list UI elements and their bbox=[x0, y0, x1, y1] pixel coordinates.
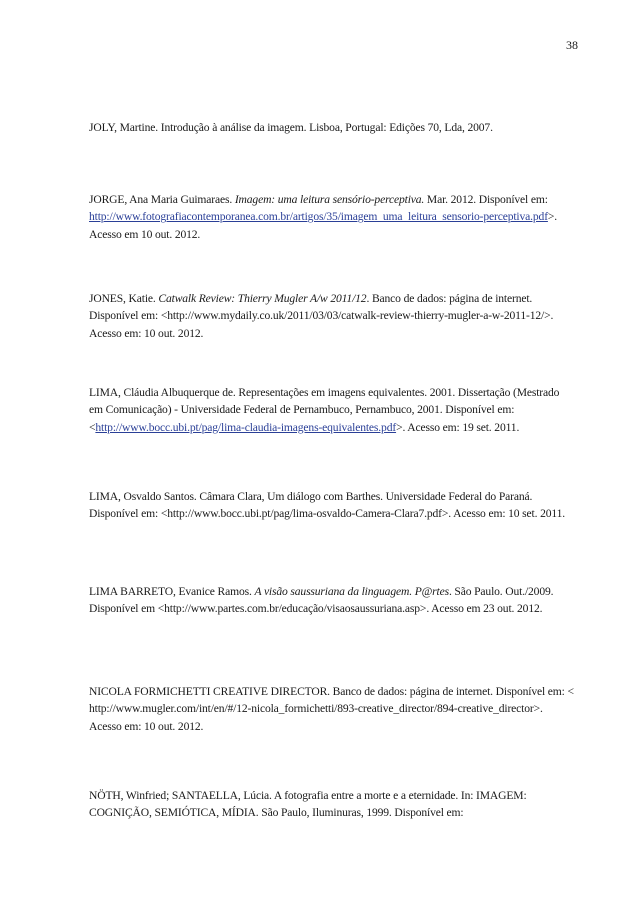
reference-text: JONES, Katie. bbox=[89, 292, 159, 305]
reference-link[interactable]: http://www.fotografiacontemporanea.com.br/artigos/35/imagem_uma_leitura_sensorio-perceptiva.pdf bbox=[89, 210, 548, 224]
reference-link[interactable]: http://www.bocc.ubi.pt/pag/lima-claudia-imagens-equivalentes.pdf bbox=[95, 420, 397, 434]
reference-text: JOLY, Martine. Introdução à análise da imagem. Lisboa, Portugal: Edições 70, Lda, 2007. bbox=[89, 121, 493, 134]
reference-lima-barreto bbox=[89, 583, 575, 618]
reference-jorge bbox=[89, 191, 575, 243]
reference-text: LIMA, Osvaldo Santos. Câmara Clara, Um diálogo com Barthes. Universidade Federal do Paraná. Disponível em: <http://www.bocc.ubi.pt/pag/lima-osvaldo-Camera-Clara7.pdf>. Acesso em: 10 set. 2011. bbox=[89, 490, 566, 521]
reference-text: LIMA BARRETO, Evanice Ramos. bbox=[89, 585, 255, 598]
reference-text: LIMA, Cláudia Albuquerque de. Representações em imagens equivalentes. 2001. Dissertação (Mestrado em Comunicação) - Universidade Federal de Pernambuco, Pernambuco, 2001. Disponível em: < bbox=[89, 386, 560, 434]
reference-jones bbox=[89, 290, 575, 342]
reference-lima-osvaldo bbox=[89, 488, 575, 523]
reference-text: Mar. 2012. Disponível em: bbox=[424, 193, 548, 206]
reference-text: NICOLA FORMICHETTI CREATIVE DIRECTOR. Banco de dados: página de internet. Disponível em: < http://www.mugler.com/int/en/#/12-nicola_formichetti/893-creative_director/894-creative_director>. Acesso em: 10 out. 2012. bbox=[89, 685, 574, 733]
reference-title: Catwalk Review: Thierry Mugler A/w 2011/12 bbox=[158, 292, 367, 305]
reference-text: >. Acesso em 10 out. 2012. bbox=[89, 210, 558, 241]
reference-text: >. Acesso em: 19 set. 2011. bbox=[396, 420, 520, 434]
reference-text: NÖTH, Winfried; SANTAELLA, Lúcia. A fotografia entre a morte e a eternidade. In: IMAGEM: COGNIÇÃO, SEMIÓTICA, MÍDIA. São Paulo, Iluminuras, 1999. Disponível em: bbox=[89, 789, 527, 820]
reference-formichetti bbox=[89, 683, 575, 735]
reference-title: A visão saussuriana da linguagem. P@rtes bbox=[254, 585, 449, 598]
reference-text: . São Paulo. Out./2009. Disponível em <http://www.partes.com.br/educação/visaosaussuriana.asp>. Acesso em 23 out. 2012. bbox=[89, 585, 554, 616]
reference-text: . Banco de dados: página de internet. Disponível em: <http://www.mydaily.co.uk/2011/03/03/catwalk-review-thierry-mugler-a-w-2011-12/>. Acesso em: 10 out. 2012. bbox=[89, 292, 554, 340]
reference-lima-claudia bbox=[89, 384, 575, 436]
reference-title: Imagem: uma leitura sensório-perceptiva. bbox=[234, 193, 425, 206]
reference-text: JORGE, Ana Maria Guimaraes. bbox=[89, 193, 235, 206]
reference-joly bbox=[89, 119, 575, 136]
page-number: 38 bbox=[566, 38, 578, 52]
reference-noth-santaella bbox=[89, 787, 575, 822]
